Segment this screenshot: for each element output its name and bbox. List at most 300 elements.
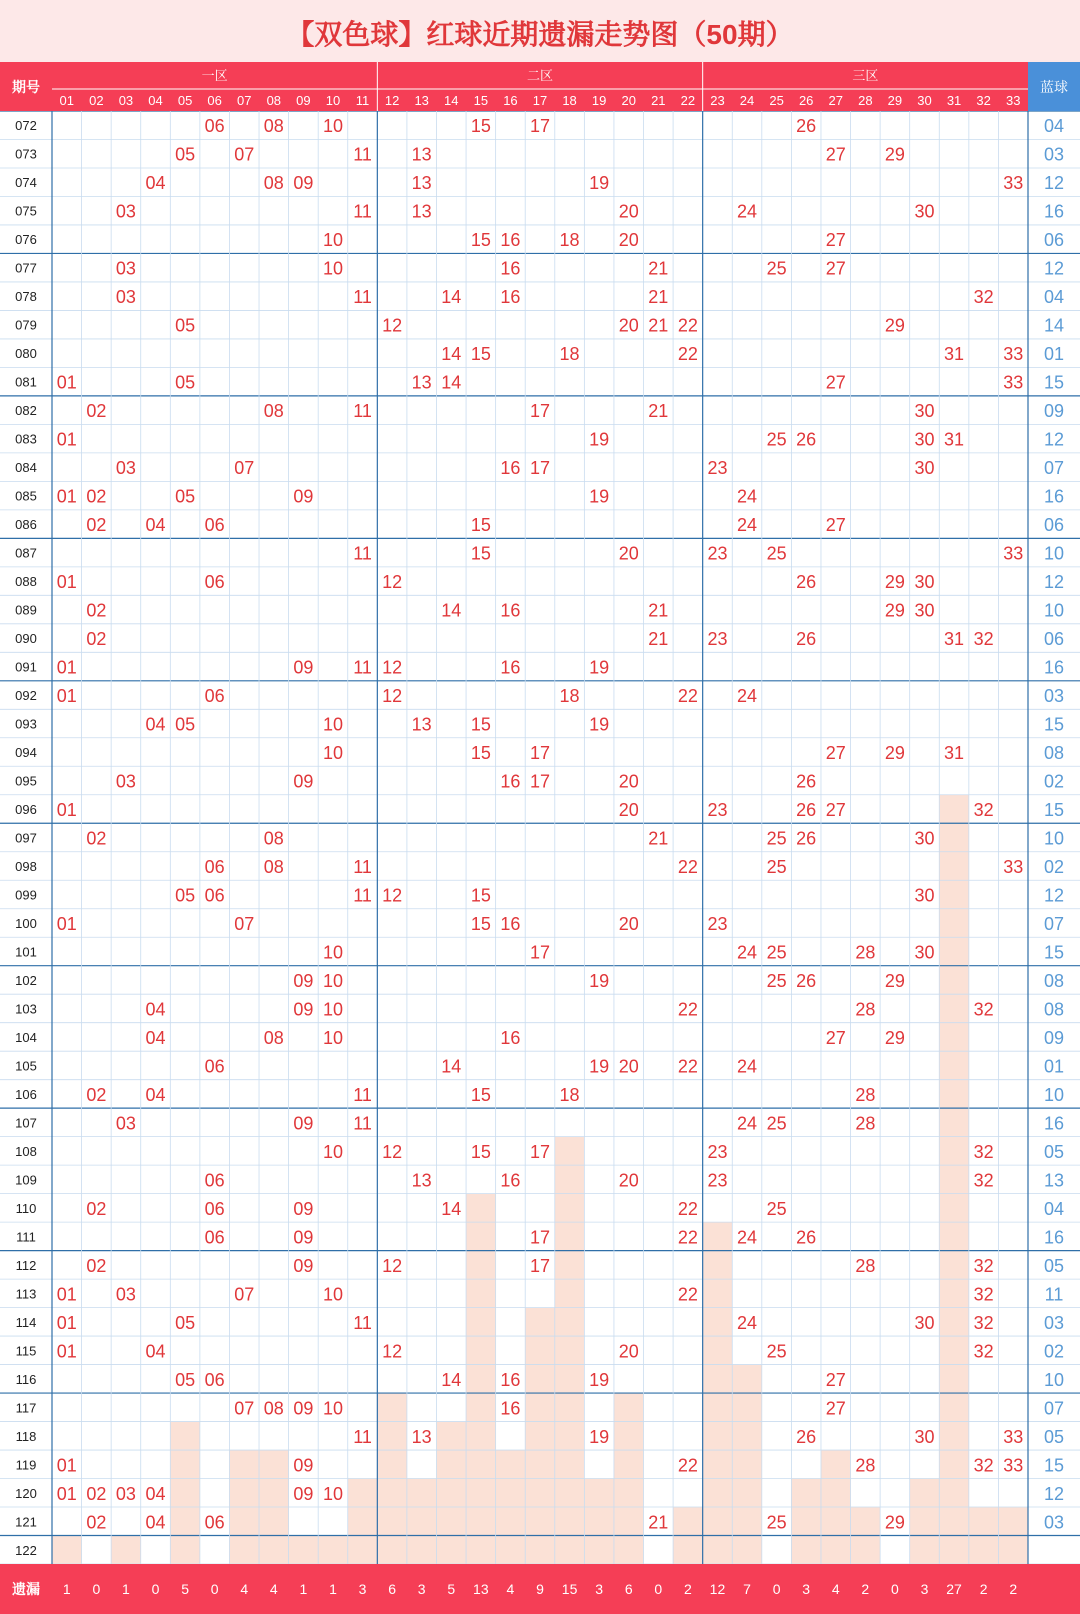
omission-bar-30: [910, 1479, 940, 1564]
red-ball-number: 11: [353, 1312, 372, 1333]
omission-label: 遗漏: [12, 1581, 40, 1597]
red-ball-number: 20: [618, 913, 639, 934]
red-ball-number: 15: [470, 1141, 491, 1162]
red-ball-number: 20: [618, 315, 639, 336]
red-ball-number: 27: [825, 1398, 846, 1419]
red-ball-number: 15: [470, 515, 491, 536]
red-ball-number: 28: [855, 1113, 876, 1134]
red-ball-number: 06: [204, 572, 225, 593]
blue-ball-number: 12: [1043, 572, 1065, 593]
red-ball-number: 13: [411, 372, 432, 393]
red-ball-number: 07: [234, 458, 255, 479]
red-ball-number: 02: [86, 828, 107, 849]
red-ball-number: 17: [529, 1255, 551, 1276]
column-header-22: 22: [680, 93, 696, 108]
red-ball-number: 11: [353, 657, 372, 678]
red-ball-number: 30: [914, 885, 935, 906]
red-ball-number: 15: [470, 885, 491, 906]
column-header-27: 27: [828, 93, 843, 108]
red-ball-number: 27: [825, 800, 846, 821]
period-label: 090: [15, 631, 37, 647]
red-ball-number: 30: [914, 201, 935, 222]
blue-ball-number: 06: [1043, 629, 1065, 650]
red-ball-number: 11: [353, 1426, 372, 1447]
period-label: 117: [15, 1400, 37, 1416]
red-ball-number: 25: [766, 970, 787, 991]
column-header-07: 07: [237, 93, 252, 108]
red-ball-number: 11: [353, 543, 372, 564]
red-ball-number: 11: [353, 856, 372, 877]
red-ball-number: 22: [677, 1455, 698, 1476]
blue-ball-number: 02: [1043, 771, 1065, 792]
red-ball-number: 05: [175, 315, 196, 336]
red-ball-number: 26: [796, 429, 817, 450]
red-ball-number: 20: [618, 1341, 639, 1362]
blue-ball-number: 09: [1043, 1027, 1065, 1048]
red-ball-number: 04: [145, 173, 166, 194]
red-ball-number: 21: [648, 258, 669, 279]
omission-bar-11: [348, 1479, 378, 1564]
red-ball-number: 13: [411, 1426, 432, 1447]
period-label: 119: [15, 1457, 37, 1473]
red-ball-number: 10: [322, 1284, 343, 1305]
red-ball-number: 05: [175, 144, 196, 165]
red-ball-number: 07: [234, 1284, 255, 1305]
omission-value-10: 1: [329, 1581, 337, 1597]
omission-value-14: 5: [447, 1581, 456, 1597]
period-label: 087: [15, 545, 37, 561]
red-ball-number: 09: [293, 657, 314, 678]
column-header-04: 04: [148, 93, 163, 108]
period-label: 085: [15, 488, 37, 504]
red-ball-number: 06: [204, 1198, 225, 1219]
red-ball-number: 22: [677, 856, 698, 877]
red-ball-number: 27: [825, 144, 846, 165]
red-ball-number: 08: [263, 1027, 284, 1048]
red-ball-number: 10: [322, 1398, 343, 1419]
red-ball-number: 23: [707, 629, 728, 650]
red-ball-number: 27: [825, 515, 846, 536]
omission-value-19: 3: [595, 1581, 604, 1597]
red-ball-number: 26: [796, 629, 817, 650]
omission-value-23: 12: [709, 1581, 726, 1597]
omission-value-18: 15: [561, 1581, 578, 1597]
red-ball-number: 05: [175, 372, 196, 393]
red-ball-number: 11: [353, 1084, 372, 1105]
red-ball-number: 27: [825, 743, 846, 764]
red-ball-number: 27: [825, 258, 846, 279]
red-ball-number: 16: [500, 1027, 521, 1048]
red-ball-number: 18: [559, 686, 580, 707]
omission-value-09: 1: [299, 1581, 308, 1597]
red-ball-number: 32: [973, 1341, 994, 1362]
red-ball-number: 32: [973, 999, 994, 1020]
red-ball-number: 21: [648, 828, 669, 849]
red-ball-number: 21: [648, 1512, 669, 1533]
red-ball-number: 10: [322, 999, 343, 1020]
column-header-23: 23: [710, 93, 725, 108]
period-label: 082: [15, 403, 37, 419]
red-ball-number: 09: [293, 1255, 314, 1276]
period-label: 100: [15, 915, 37, 931]
blue-ball-number: 15: [1043, 372, 1065, 393]
red-ball-number: 29: [884, 572, 905, 593]
header-layer: [0, 62, 1080, 111]
omission-bar-14: [436, 1422, 466, 1564]
red-ball-number: 24: [737, 486, 758, 507]
red-ball-number: 15: [470, 714, 491, 735]
blue-ball-number: 03: [1043, 144, 1065, 165]
red-ball-number: 25: [766, 1113, 787, 1134]
blue-ball-number: 07: [1043, 1398, 1065, 1419]
period-label: 101: [15, 944, 37, 960]
red-ball-number: 24: [737, 515, 758, 536]
column-header-24: 24: [739, 93, 755, 108]
red-ball-number: 25: [766, 258, 787, 279]
red-ball-number: 26: [796, 970, 817, 991]
blue-ball-number: 16: [1043, 486, 1065, 507]
red-ball-number: 03: [115, 201, 136, 222]
red-ball-number: 22: [677, 1284, 698, 1305]
red-ball-number: 09: [293, 1198, 314, 1219]
omission-value-03: 1: [122, 1581, 130, 1597]
blue-ball-number: 16: [1043, 1227, 1065, 1248]
period-label: 074: [15, 175, 37, 191]
red-ball-number: 25: [766, 1341, 787, 1362]
column-header-28: 28: [858, 93, 873, 108]
red-ball-number: 10: [322, 116, 343, 137]
red-ball-number: 01: [56, 1483, 77, 1504]
omission-value-26: 3: [802, 1581, 811, 1597]
red-ball-number: 33: [1003, 1455, 1024, 1476]
red-ball-number: 29: [884, 144, 905, 165]
column-header-32: 32: [976, 93, 991, 108]
period-label: 118: [15, 1428, 37, 1444]
blue-ball-number: 12: [1043, 885, 1065, 906]
period-label: 077: [15, 260, 37, 276]
red-ball-number: 32: [973, 1284, 994, 1305]
omission-value-12: 6: [388, 1581, 397, 1597]
blue-ball-number: 10: [1043, 543, 1065, 564]
blue-ball-number: 15: [1043, 714, 1065, 735]
red-ball-number: 06: [204, 1369, 225, 1390]
omission-bar-18: [555, 1137, 585, 1564]
red-ball-number: 23: [707, 1141, 728, 1162]
red-ball-number: 04: [145, 1084, 166, 1105]
period-label: 105: [15, 1058, 37, 1074]
omission-bar-26: [791, 1479, 821, 1564]
red-ball-number: 12: [382, 686, 403, 707]
zone-label-2: 二区: [526, 68, 554, 83]
red-ball-number: 20: [618, 230, 639, 251]
red-ball-number: 18: [559, 344, 580, 365]
blue-ball-number: 15: [1043, 800, 1065, 821]
red-ball-number: 28: [855, 1084, 876, 1105]
column-header-21: 21: [651, 93, 666, 108]
red-ball-number: 08: [263, 1398, 284, 1419]
red-ball-number: 33: [1003, 856, 1024, 877]
blue-ball-number: 05: [1043, 1426, 1065, 1447]
red-ball-number: 08: [263, 856, 284, 877]
red-ball-number: 21: [648, 315, 669, 336]
red-ball-number: 28: [855, 999, 876, 1020]
red-ball-number: 03: [115, 1483, 136, 1504]
omission-value-24: 7: [743, 1581, 751, 1597]
red-ball-number: 09: [293, 970, 314, 991]
red-ball-number: 02: [86, 1084, 107, 1105]
red-ball-number: 25: [766, 1198, 787, 1219]
omission-bar-03: [111, 1536, 141, 1564]
red-ball-number: 10: [322, 714, 343, 735]
red-ball-number: 32: [973, 800, 994, 821]
red-ball-number: 09: [293, 1113, 314, 1134]
red-ball-number: 04: [145, 515, 166, 536]
blue-ball-number: 14: [1043, 315, 1065, 336]
red-ball-number: 07: [234, 144, 255, 165]
blue-ball-number: 02: [1043, 1341, 1065, 1362]
period-label: 103: [15, 1001, 37, 1017]
omission-bar-05: [170, 1422, 200, 1564]
red-ball-number: 19: [589, 1369, 610, 1390]
red-ball-number: 24: [737, 1113, 758, 1134]
red-ball-number: 16: [500, 1369, 521, 1390]
red-ball-number: 01: [56, 1341, 77, 1362]
omission-value-20: 6: [624, 1581, 633, 1597]
red-ball-number: 26: [796, 1426, 817, 1447]
red-ball-number: 10: [322, 230, 343, 251]
omission-value-15: 13: [473, 1581, 489, 1597]
red-ball-number: 03: [115, 771, 136, 792]
period-label: 092: [15, 688, 37, 704]
red-ball-number: 05: [175, 885, 196, 906]
red-ball-number: 06: [204, 1227, 225, 1248]
red-ball-number: 20: [618, 800, 639, 821]
period-label: 122: [15, 1542, 37, 1558]
column-header-31: 31: [946, 93, 962, 108]
red-ball-number: 26: [796, 828, 817, 849]
omission-value-30: 3: [920, 1581, 929, 1597]
red-ball-number: 22: [677, 999, 698, 1020]
column-header-30: 30: [917, 93, 932, 108]
blue-ball-number: 04: [1043, 287, 1065, 308]
red-ball-number: 10: [322, 743, 343, 764]
omission-value-13: 3: [417, 1581, 426, 1597]
red-ball-number: 23: [707, 913, 728, 934]
red-ball-number: 06: [204, 1056, 225, 1077]
omission-bar-10: [318, 1536, 348, 1564]
period-label: 084: [15, 460, 37, 476]
red-ball-number: 13: [411, 173, 432, 194]
red-ball-number: 30: [914, 572, 935, 593]
red-ball-number: 10: [322, 1141, 343, 1162]
red-ball-number: 08: [263, 173, 284, 194]
red-ball-number: 25: [766, 828, 787, 849]
red-ball-number: 01: [56, 913, 77, 934]
red-ball-number: 29: [884, 743, 905, 764]
red-ball-number: 19: [589, 970, 610, 991]
red-ball-number: 19: [589, 657, 610, 678]
red-ball-number: 28: [855, 1455, 876, 1476]
red-ball-number: 32: [973, 1312, 994, 1333]
period-label: 116: [15, 1371, 37, 1387]
red-ball-number: 16: [500, 1170, 521, 1191]
column-header-09: 09: [296, 93, 311, 108]
red-ball-number: 11: [353, 1113, 372, 1134]
period-label: 115: [15, 1343, 37, 1359]
red-ball-number: 03: [115, 258, 136, 279]
blue-ball-number: 03: [1043, 1312, 1065, 1333]
red-ball-number: 30: [914, 429, 935, 450]
period-label: 096: [15, 802, 37, 818]
red-ball-number: 15: [470, 913, 491, 934]
period-label: 107: [15, 1115, 37, 1131]
period-label: 088: [15, 574, 37, 590]
blue-ball-number: 02: [1043, 856, 1065, 877]
red-ball-number: 24: [737, 1312, 758, 1333]
column-header-01: 01: [59, 93, 75, 108]
red-ball-number: 33: [1003, 344, 1024, 365]
omission-bar-31: [939, 795, 969, 1564]
red-ball-number: 15: [470, 116, 491, 137]
red-ball-number: 04: [145, 1512, 166, 1533]
period-label: 073: [15, 146, 37, 162]
red-ball-number: 32: [973, 1170, 994, 1191]
footer-layer: [0, 1564, 1080, 1614]
period-label: 079: [15, 317, 37, 333]
red-ball-number: 11: [353, 885, 372, 906]
red-ball-number: 17: [529, 116, 551, 137]
omission-bar-17: [525, 1308, 555, 1564]
red-ball-number: 12: [382, 1141, 403, 1162]
period-label: 099: [15, 887, 37, 903]
omission-value-28: 2: [861, 1581, 870, 1597]
red-ball-number: 12: [382, 315, 403, 336]
red-ball-number: 32: [973, 287, 994, 308]
zone-label-3: 三区: [852, 68, 879, 83]
omission-value-11: 3: [358, 1581, 367, 1597]
red-ball-number: 21: [648, 401, 669, 422]
red-ball-number: 02: [86, 401, 107, 422]
column-header-29: 29: [887, 93, 903, 108]
red-ball-number: 12: [382, 1341, 403, 1362]
red-ball-number: 22: [677, 1056, 698, 1077]
red-ball-number: 06: [204, 515, 225, 536]
red-ball-number: 31: [944, 429, 965, 450]
red-ball-number: 25: [766, 1512, 787, 1533]
red-ball-number: 01: [56, 1312, 77, 1333]
period-label: 110: [15, 1200, 37, 1216]
red-ball-number: 29: [884, 970, 905, 991]
red-ball-number: 07: [234, 1398, 255, 1419]
red-ball-number: 24: [737, 201, 758, 222]
red-ball-number: 25: [766, 856, 787, 877]
red-ball-number: 02: [86, 600, 107, 621]
blue-ball-number: 10: [1043, 828, 1065, 849]
period-label: 120: [15, 1485, 37, 1501]
red-ball-number: 10: [322, 970, 343, 991]
red-ball-number: 11: [353, 144, 372, 165]
red-ball-number: 10: [322, 258, 343, 279]
red-ball-number: 05: [175, 1369, 196, 1390]
blue-ball-number: 16: [1043, 1113, 1065, 1134]
omission-value-06: 0: [210, 1581, 219, 1597]
red-ball-number: 31: [944, 743, 965, 764]
red-ball-number: 10: [322, 1483, 343, 1504]
red-ball-number: 08: [263, 401, 284, 422]
red-ball-number: 17: [529, 942, 551, 963]
red-ball-number: 25: [766, 543, 787, 564]
column-header-26: 26: [798, 93, 814, 108]
period-label: 104: [15, 1029, 37, 1045]
red-ball-number: 02: [86, 486, 107, 507]
omission-value-25: 0: [772, 1581, 781, 1597]
red-ball-number: 28: [855, 1255, 876, 1276]
red-ball-number: 21: [648, 629, 669, 650]
red-ball-number: 01: [56, 1455, 77, 1476]
omission-bar-19: [584, 1479, 614, 1564]
column-header-16: 16: [503, 93, 518, 108]
red-ball-number: 04: [145, 999, 166, 1020]
red-ball-number: 20: [618, 1170, 639, 1191]
column-header-06: 06: [207, 93, 222, 108]
red-ball-number: 01: [56, 486, 77, 507]
red-ball-number: 11: [353, 201, 372, 222]
omission-bar-24: [732, 1365, 762, 1564]
red-ball-number: 30: [914, 942, 935, 963]
red-ball-number: 33: [1003, 543, 1024, 564]
red-ball-number: 06: [204, 1512, 225, 1533]
period-label: 102: [15, 972, 37, 988]
column-header-20: 20: [621, 93, 636, 108]
red-ball-number: 26: [796, 572, 817, 593]
red-ball-number: 33: [1003, 372, 1024, 393]
red-ball-number: 21: [648, 287, 669, 308]
red-ball-number: 09: [293, 1455, 314, 1476]
red-ball-number: 32: [973, 629, 994, 650]
red-ball-number: 12: [382, 1255, 403, 1276]
red-ball-number: 01: [56, 429, 77, 450]
red-ball-number: 02: [86, 515, 107, 536]
column-header-19: 19: [591, 93, 607, 108]
blue-ball-number: 01: [1043, 1056, 1065, 1077]
blue-ball-number: 03: [1043, 686, 1065, 707]
omission-value-07: 4: [240, 1581, 249, 1597]
blue-ball-number: 15: [1043, 1455, 1065, 1476]
red-ball-number: 18: [559, 230, 580, 251]
period-label: 113: [15, 1286, 37, 1302]
red-ball-number: 28: [855, 942, 876, 963]
red-ball-number: 01: [56, 686, 77, 707]
red-ball-number: 20: [618, 771, 639, 792]
red-ball-number: 27: [825, 372, 846, 393]
blue-ball-number: 12: [1043, 173, 1065, 194]
red-ball-number: 26: [796, 116, 817, 137]
period-label: 098: [15, 858, 37, 874]
red-ball-number: 11: [353, 287, 372, 308]
blue-ball-number: 04: [1043, 1198, 1065, 1219]
red-ball-number: 16: [500, 913, 521, 934]
red-ball-number: 03: [115, 1113, 136, 1134]
red-ball-number: 11: [353, 401, 372, 422]
blue-ball-number: 08: [1043, 970, 1065, 991]
red-ball-number: 23: [707, 800, 728, 821]
omission-value-01: 1: [62, 1581, 71, 1597]
red-ball-number: 32: [973, 1455, 994, 1476]
red-ball-number: 03: [115, 1284, 136, 1305]
red-ball-number: 06: [204, 885, 225, 906]
red-ball-number: 04: [145, 1341, 166, 1362]
red-ball-number: 15: [470, 230, 491, 251]
